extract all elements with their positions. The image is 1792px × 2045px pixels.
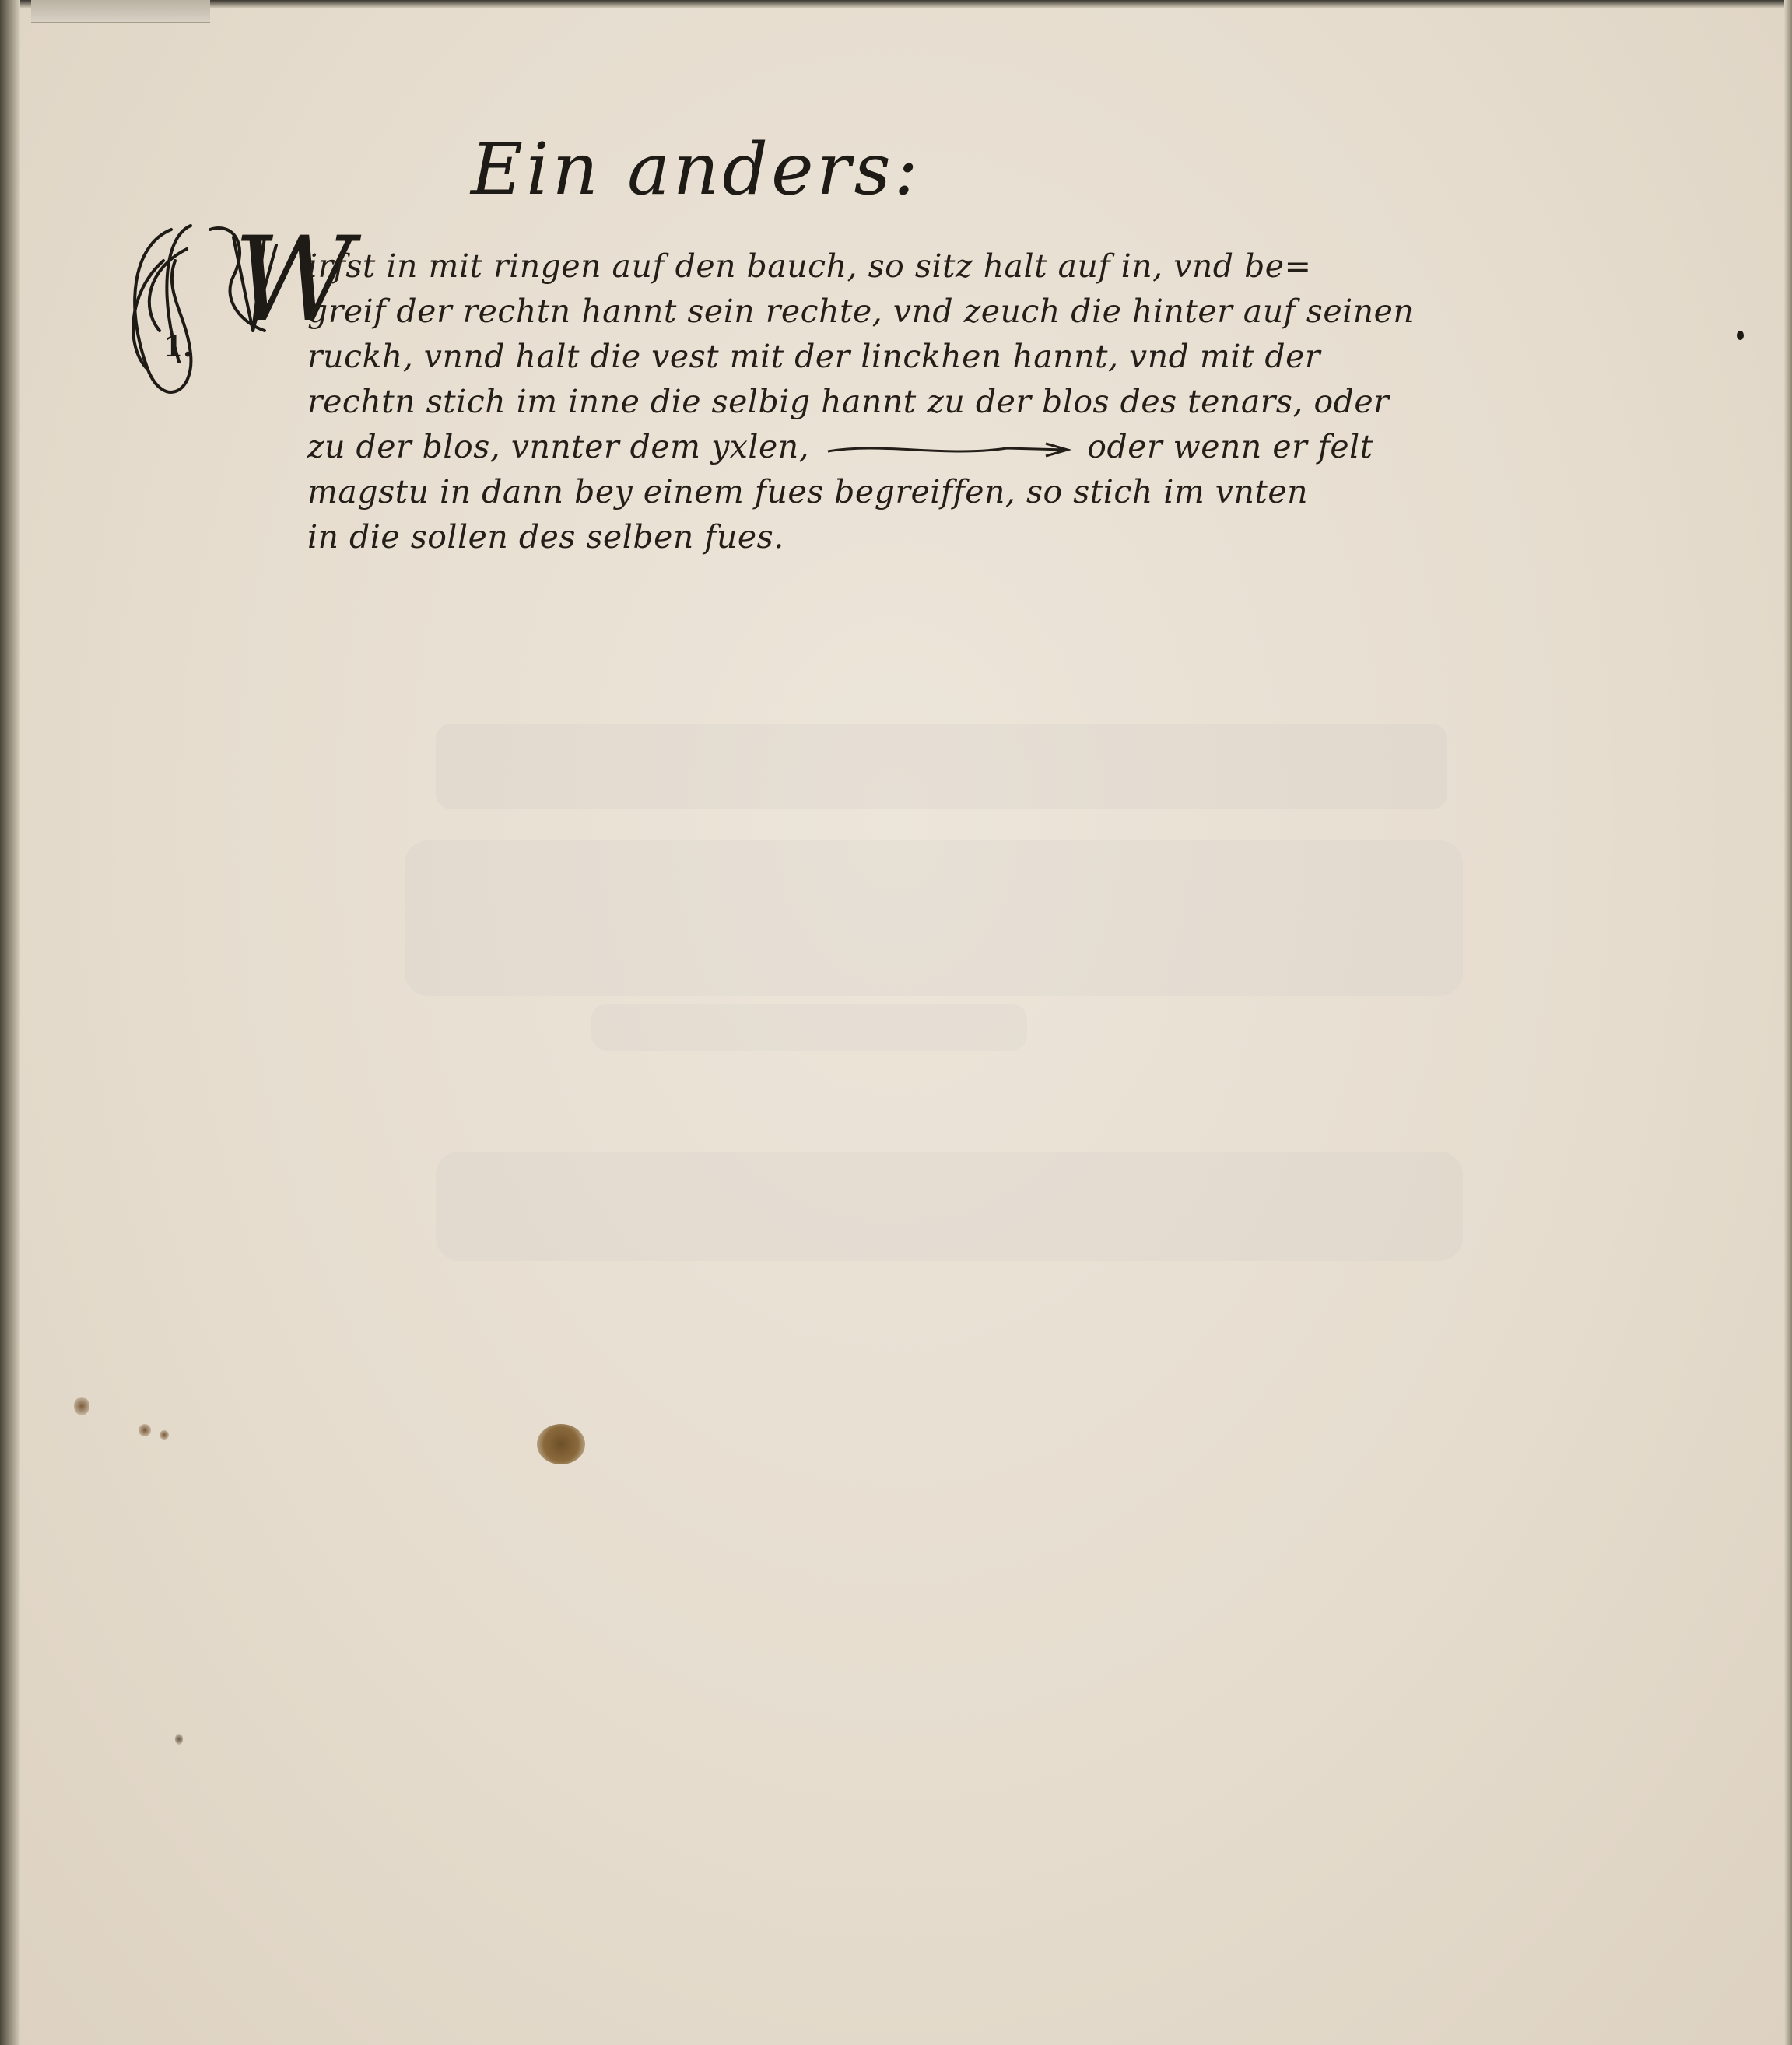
text-line: in die sollen des selben fues. [307, 518, 784, 556]
brown-stain [537, 1424, 585, 1464]
text-line: magstu in dann bey einem fues begreiffen, so stich im vnten [307, 473, 1309, 510]
paragraph-number: 1. [163, 331, 193, 363]
text-line: rechtn stich im inne die selbig hannt zu der blos des tenars, oder [307, 383, 1390, 420]
text-line: irfst in mit ringen auf den bauch, so sitz halt auf in, vnd be= [307, 247, 1312, 285]
text-line: ruckh, vnnd halt die vest mit der linckhen hannt, vnd mit der [307, 338, 1320, 375]
decorated-initial [117, 212, 354, 409]
ink-dot [1737, 331, 1744, 340]
small-stain [139, 1424, 151, 1436]
page-top-edge [20, 0, 1792, 8]
text-line [307, 423, 1373, 470]
text-line-part: zu der blos, vnnter dem yxlen, [307, 428, 810, 465]
bleed-through-mark [405, 840, 1463, 996]
binding-edge [0, 0, 20, 2045]
section-heading: Ein anders: [471, 128, 921, 211]
paper-tab [31, 0, 210, 23]
small-stain [160, 1430, 169, 1440]
text-line-part: oder wenn er felt [1087, 428, 1373, 465]
bleed-through-mark [591, 1004, 1027, 1051]
small-stain [175, 1734, 183, 1745]
small-stain [74, 1397, 89, 1415]
initial-letter: W [233, 212, 354, 348]
bleed-through-mark [436, 1152, 1463, 1261]
page-right-edge [1784, 0, 1792, 2045]
line-filler-flourish-icon [820, 434, 1077, 465]
text-line: greif der rechtn hannt sein rechte, vnd zeuch die hinter auf seinen [307, 293, 1415, 330]
paragraph-text [307, 243, 1521, 609]
bleed-through-mark [436, 724, 1447, 809]
